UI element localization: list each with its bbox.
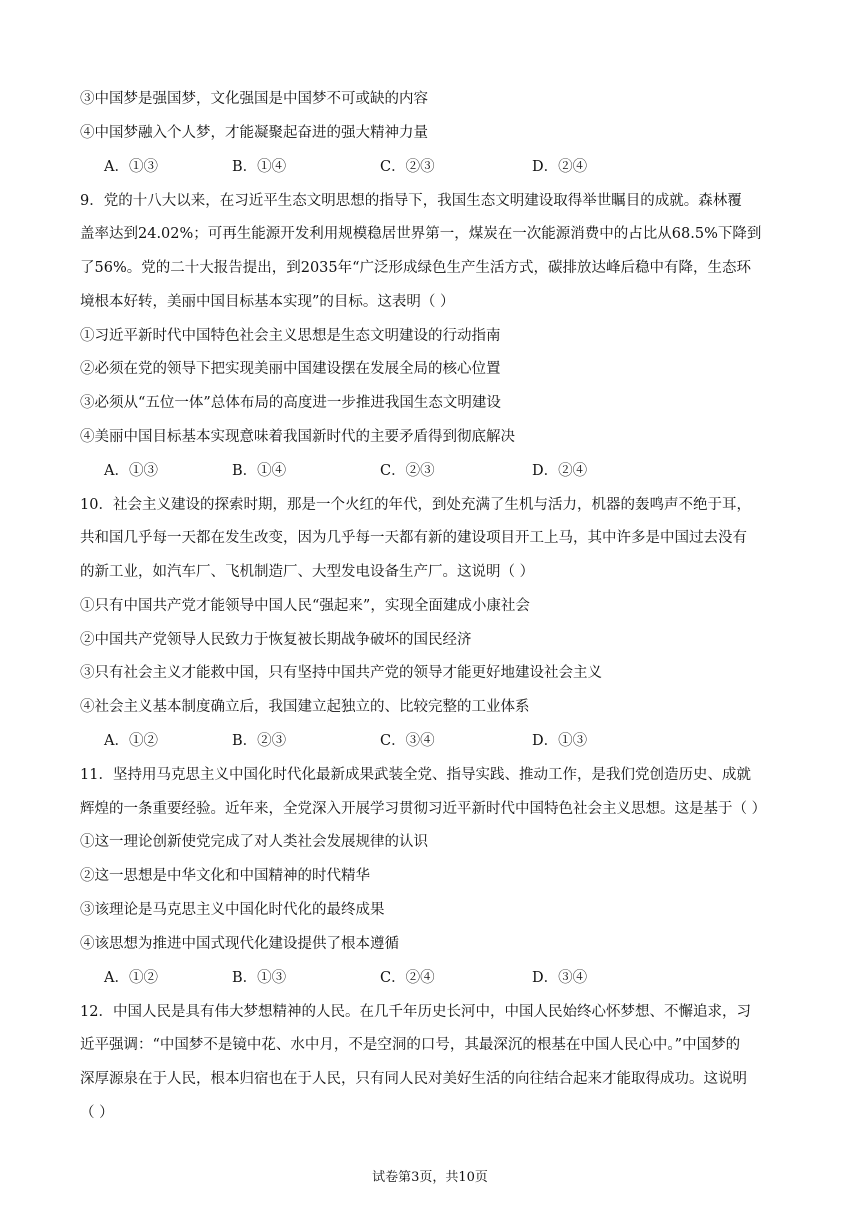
- option-a[interactable]: A．①③: [104, 463, 158, 479]
- option-b[interactable]: B．②③: [232, 733, 287, 749]
- question-12-text: 近平强调：“中国梦不是镜中花、水中月，不是空洞的口号，其最深沉的根基在中国人民心中。”中国梦的: [80, 1037, 741, 1053]
- choice-statement: ①习近平新时代中国特色社会主义思想是生态文明建设的行动指南: [80, 328, 501, 344]
- option-b[interactable]: B．①④: [232, 463, 287, 479]
- choice-statement: ③该理论是马克思主义中国化时代化的最终成果: [80, 902, 385, 918]
- choice-statement: ③必须从“五位一体”总体布局的高度进一步推进我国生态文明建设: [80, 395, 501, 411]
- question-12-text: 12．中国人民是具有伟大梦想精神的人民。在几千年历史长河中，中国人民始终心怀梦想、不懈追求，习: [80, 1004, 751, 1020]
- answer-options: [104, 157, 764, 177]
- choice-statement: ③中国梦是强国梦，文化强国是中国梦不可或缺的内容: [80, 91, 428, 107]
- option-c[interactable]: C．③④: [380, 733, 435, 749]
- question-9-text: 盖率达到24.02%；可再生能源开发利用规模稳居世界第一，煤炭在一次能源消费中的占比从68.5%下降到: [80, 226, 762, 242]
- page-footer: 试卷第3页，共10页: [372, 1170, 488, 1185]
- choice-statement: ②中国共产党领导人民致力于恢复被长期战争破坏的国民经济: [80, 632, 472, 648]
- choice-statement: ②这一思想是中华文化和中国精神的时代精华: [80, 868, 370, 884]
- option-a[interactable]: A．①②: [104, 970, 158, 986]
- choice-statement: ①只有中国共产党才能领导中国人民“强起来”，实现全面建成小康社会: [80, 598, 530, 614]
- answer-options: [104, 461, 764, 481]
- question-10-text: 共和国几乎每一天都在发生改变，因为几乎每一天都有新的建设项目开工上马，其中许多是中国过去没有: [80, 530, 747, 546]
- option-c[interactable]: C．②④: [380, 970, 435, 986]
- question-12-text: （ ）: [80, 1105, 114, 1121]
- question-9-text: 9．党的十八大以来，在习近平生态文明思想的指导下，我国生态文明建设取得举世瞩目的成就。森林覆: [80, 193, 742, 209]
- option-c[interactable]: C．②③: [380, 463, 435, 479]
- question-9-text: 了56%。党的二十大报告提出，到2035年“广泛形成绿色生产生活方式，碳排放达峰后稳中有降，生态环: [80, 260, 752, 276]
- option-c[interactable]: C．②③: [380, 159, 435, 175]
- answer-options: [104, 968, 764, 988]
- choice-statement: ②必须在党的领导下把实现美丽中国建设摆在发展全局的核心位置: [80, 361, 501, 377]
- question-11-text: 11．坚持用马克思主义中国化时代化最新成果武装全党、指导实践、推动工作，是我们党创造历史、成就: [80, 767, 751, 783]
- option-b[interactable]: B．①④: [232, 159, 287, 175]
- choice-statement: ③只有社会主义才能救中国，只有坚持中国共产党的领导才能更好地建设社会主义: [80, 665, 602, 681]
- choice-statement: ④中国梦融入个人梦，才能凝聚起奋进的强大精神力量: [80, 125, 428, 141]
- option-a[interactable]: A．①②: [104, 733, 158, 749]
- choice-statement: ④该思想为推进中国式现代化建设提供了根本遵循: [80, 936, 399, 952]
- question-11-text: 辉煌的一条重要经验。近年来，全党深入开展学习贯彻习近平新时代中国特色社会主义思想。这是基于（ ）: [80, 801, 767, 817]
- question-9-text: 境根本好转，美丽中国目标基本实现”的目标。这表明（ ）: [80, 294, 455, 310]
- option-a[interactable]: A．①③: [104, 159, 158, 175]
- option-d[interactable]: D．①③: [532, 733, 588, 749]
- option-b[interactable]: B．①③: [232, 970, 287, 986]
- question-10-text: 10．社会主义建设的探索时期，那是一个火红的年代，到处充满了生机与活力，机器的轰鸣声不绝于耳，: [80, 497, 751, 513]
- question-10-text: 的新工业，如汽车厂、飞机制造厂、大型发电设备生产厂。这说明（ ）: [80, 564, 535, 580]
- answer-options: [104, 731, 764, 751]
- option-d[interactable]: D．②④: [532, 463, 588, 479]
- choice-statement: ④社会主义基本制度确立后，我国建立起独立的、比较完整的工业体系: [80, 699, 530, 715]
- choice-statement: ①这一理论创新使党完成了对人类社会发展规律的认识: [80, 834, 428, 850]
- option-d[interactable]: D．③④: [532, 970, 588, 986]
- question-12-text: 深厚源泉在于人民，根本归宿也在于人民，只有同人民对美好生活的向往结合起来才能取得成功。这说明: [80, 1071, 747, 1087]
- choice-statement: ④美丽中国目标基本实现意味着我国新时代的主要矛盾得到彻底解决: [80, 429, 515, 445]
- option-d[interactable]: D．②④: [532, 159, 588, 175]
